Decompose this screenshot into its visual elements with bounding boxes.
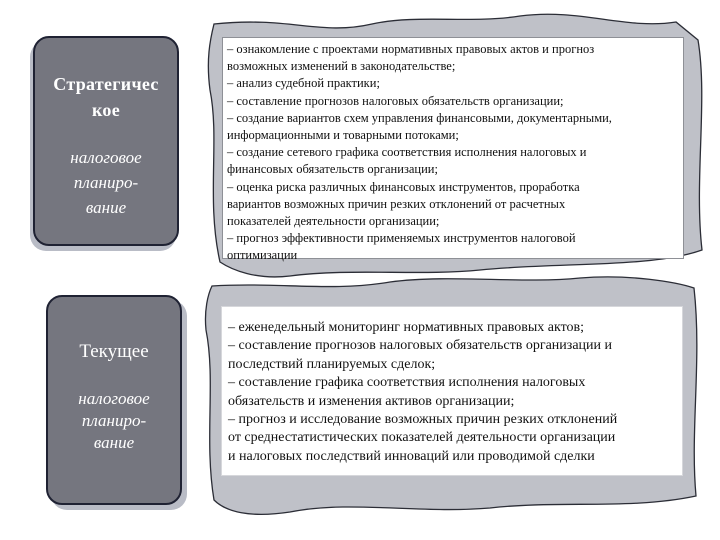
task-line: оптимизации [227, 248, 298, 263]
task-line: вариантов возможных причин резких отклонений от расчетных [227, 196, 566, 211]
strategic-tasks-box [222, 37, 684, 263]
subtitle-line: планиро- [73, 173, 139, 192]
task-line: показателей деятельности организации; [227, 214, 440, 229]
task-line: – прогноз и исследование возможных причин резких отклонений [228, 412, 618, 428]
current-tasks-box [221, 306, 683, 476]
strategic-planning-panel [33, 36, 179, 246]
task-line: – создание сетевого графика соответствия исполнения налоговых и [227, 145, 587, 160]
subtitle-line: вание [93, 433, 135, 452]
task-line: – составление прогнозов налоговых обязательств организации и [228, 338, 613, 354]
subtitle-line: вание [85, 198, 127, 217]
title-line: кое [91, 100, 121, 120]
task-line: – создание вариантов схем управления финансовыми, документарными, [227, 110, 612, 125]
title-line: Стратегичес [53, 74, 159, 94]
strategic-planning-title [35, 71, 177, 123]
current-planning-panel [46, 295, 182, 505]
task-line: – анализ судебной практики; [227, 76, 380, 91]
current-planning-subtitle [48, 388, 180, 454]
task-line: возможных изменений в законодательстве; [227, 59, 456, 74]
title-line: Текущее [79, 341, 149, 362]
task-line: – составление графика соответствия исполнения налоговых [228, 375, 586, 391]
subtitle-line: налоговое [70, 148, 142, 167]
task-line: – ознакомление с проектами нормативных правовых актов и прогноз [227, 42, 595, 56]
strategic-planning-subtitle [35, 145, 177, 220]
task-line: обязательств и изменения активов организации; [228, 393, 515, 409]
current-planning-title [48, 339, 180, 365]
task-line: – оценка риска различных финансовых инструментов, проработка [227, 179, 580, 194]
task-line: от среднестатистических показателей деятельности организации [228, 430, 616, 446]
task-line: финансовых обязательств организации; [227, 162, 438, 177]
task-line: – еженедельный мониторинг нормативных правовых актов; [228, 320, 585, 335]
task-line: и налоговых последствий инноваций или проводимой сделки [228, 448, 595, 464]
task-line: – составление прогнозов налоговых обязательств организации; [227, 93, 564, 108]
task-line: – прогноз эффективности применяемых инструментов налоговой [227, 231, 576, 246]
task-line: последствий планируемых сделок; [228, 356, 436, 372]
task-line: информационными и товарными потоками; [227, 128, 459, 143]
subtitle-line: налоговое [78, 389, 150, 408]
subtitle-line: планиро- [81, 411, 147, 430]
